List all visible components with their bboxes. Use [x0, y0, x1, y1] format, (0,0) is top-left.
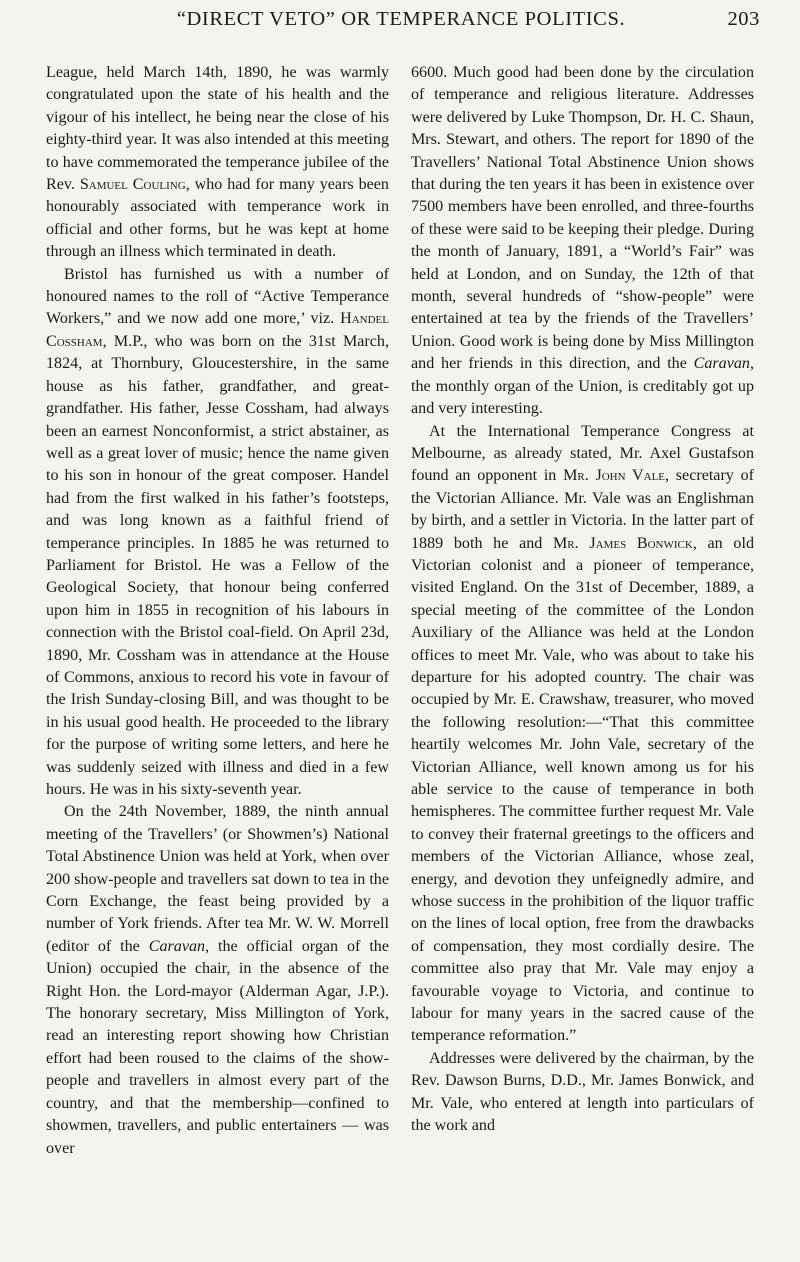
page-number: 203 [727, 8, 760, 30]
running-header [42, 8, 760, 40]
paragraph [46, 62, 389, 264]
text-run: , the official organ of the Union) occupied the chair, in the absence of the Right Hon. the Lord-mayor (Alderman Agar, J.P.). The honorary secretary, Miss Millington of York, read an interesting report showing how Christian effort had been roused to the claims of the show-people and travellers in almost every part of the country, and that the membership—confined to showmen, travellers, and public entertainers — was over [46, 937, 389, 1157]
publication-title: Caravan [693, 355, 750, 373]
paragraph [411, 62, 754, 421]
person-name: Mr. John Vale [563, 467, 666, 485]
text-run: , secretary of the Victorian Alliance. Mr. Vale was an Englishman by birth, and a settler in Victoria. In the latter part of 1889 both he and [411, 467, 754, 552]
paragraph [411, 1048, 754, 1138]
text-run: , M.P., who was born on the 31st March, 1824, at Thornbury, Gloucestershire, in the same house as his father, grandfather, and great-grandfather. His father, Jesse Cossham, had always been an earnest Nonconformist, a strict abstainer, as well as a great lover of music; hence the name given to his son in honour of the great composer. Handel had from the first walked in his father’s footsteps, and was long known as a faithful friend of temperance principles. In 1885 he was returned to Parliament for Bristol. He was a Fellow of the Geological Society, that honour being conferred upon him in 1855 in recognition of his labours in connection with the Bristol coal-field. On April 23d, 1890, Mr. Cossham was in attendance at the House of Commons, anxious to record his vote in favour of the Irish Sunday-closing Bill, and was thought to be in his usual good health. He proceeded to the library for the purpose of writing some letters, and here he was suddenly seized with illness and died in a few hours. He was in his sixty-seventh year. [46, 332, 389, 798]
right-column [411, 62, 754, 1138]
person-name: Handel Cossham [46, 310, 389, 350]
text-run: At the International Temperance Congress at Melbourne, as already stated, Mr. Axel Gustafson found an opponent in [411, 422, 754, 485]
running-title: “DIRECT VETO” OR TEMPERANCE POLITICS. [176, 8, 626, 30]
text-run: 6600. Much good had been done by the circulation of temperance and religious literature. Addresses were delivered by Luke Thompson, Dr. H. C. Shaun, Mrs. Stewart, and others. The report for 1890 of the Travellers’ National Total Abstinence Union shows that during the ten years it has been in existence over 7500 members have been enrolled, and three-fourths of these were said to be keeping their pledge. During the month of January, 1891, a “World’s Fair” was held at London, and on Sunday, the 12th of that month, several hundreds of “show-people” were entertained at tea by the friends of the Travellers’ Union. Good work is being done by Miss Millington and her friends in this direction, and the [411, 64, 754, 373]
left-column [46, 62, 389, 1160]
text-run: Addresses were delivered by the chairman, by the Rev. Dawson Burns, D.D., Mr. James Bonwick, and Mr. Vale, who entered at length into particulars of the work and [411, 1049, 754, 1135]
text-run: League, held March 14th, 1890, he was warmly congratulated upon the state of his health and the vigour of his intellect, he being near the close of his eighty-third year. It was also intended at this meeting to have commemorated the temperance jubilee of the Rev. [46, 64, 389, 194]
text-run: , the monthly organ of the Union, is creditably got up and very interesting. [411, 355, 754, 418]
text-run: Bristol has furnished us with a number of honoured names to the roll of “Active Temperance Workers,” and we now add one more,’ viz. [46, 265, 389, 328]
paragraph [46, 264, 389, 802]
text-run: , who had for many years been honourably associated with temperance work in official and other forms, but he was kept at home through an illness which terminated in death. [46, 176, 389, 261]
person-name: Mr. James Bonwick [553, 534, 693, 552]
paragraph [411, 421, 754, 1048]
text-run: , an old Victorian colonist and a pioneer of temperance, visited England. On the 31st of December, 1889, a special meeting of the committee of the London Auxiliary of the Alliance was held at the London offices to meet Mr. Vale, who was about to take his departure for his adopted country. The chair was occupied by Mr. E. Crawshaw, treasurer, who moved the following resolution:—“That this committee heartily welcomes Mr. John Vale, secretary of the Victorian Alliance, well known among us for his able service to the cause of temperance in both hemispheres. The committee further request Mr. Vale to convey their fraternal greetings to the officers and members of the Victorian Alliance, whose zeal, energy, and devotion they unfeignedly admire, and whose success in the prohibition of the liquor traffic on the lines of local option, free from the drawbacks of compensation, they most cordially desire. The committee also pray that Mr. Vale may enjoy a favourable voyage to Victoria, and continue to labour for many years in the sacred cause of the temperance reformation.” [411, 534, 754, 1045]
paragraph [46, 801, 389, 1160]
publication-title: Caravan [148, 937, 206, 955]
person-name: Samuel Couling [79, 176, 186, 194]
text-run: On the 24th November, 1889, the ninth annual meeting of the Travellers’ (or Showmen’s) National Total Abstinence Union was held at York, when over 200 show-people and travellers sat down to tea in the Corn Exchange, the feast being provided by a number of York friends. After tea Mr. W. W. Morrell (editor of the [46, 803, 389, 955]
